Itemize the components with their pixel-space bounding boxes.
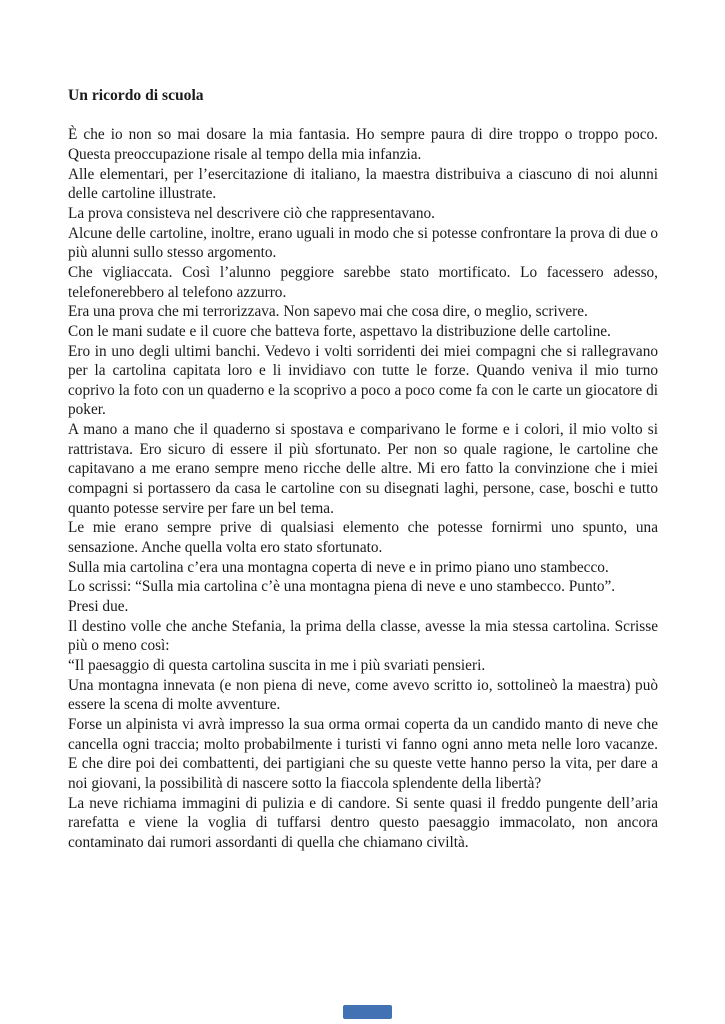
document-body	[68, 86, 658, 853]
paragraph: Con le mani sudate e il cuore che batteva forte, aspettavo la distribuzione delle cartoline.	[68, 322, 611, 340]
paragraph: Ero in uno degli ultimi banchi. Vedevo i volti sorridenti dei miei compagni che si rallegravano per la cartolina capitata loro e li invidiavo con tutte le forze. Quando veniva il mio turno coprivo la foto con un quaderno e la scoprivo a poco a poco come fa con le carte un giocatore di poker.	[68, 342, 658, 419]
paragraph: A mano a mano che il quaderno si spostava e comparivano le forme e i colori, il mio volto si rattristava. Ero sicuro di essere il più sfortunato. Per non so quale ragione, le cartoline che capitavano a me erano sempre meno ricche delle altre. Mi ero fatto la convinzione che i miei compagni si portassero da casa le cartoline con su disegnati laghi, persone, case, boschi e tutto quanto potesse servire per fare un bel tema.	[68, 421, 658, 517]
document-title: Un ricordo di scuola	[68, 87, 204, 104]
paragraph: Presi due.	[68, 598, 129, 616]
paragraph: Che vigliaccata. Così l’alunno peggiore sarebbe stato mortificato. Lo facessero adesso, telefonerebbero al telefono azzurro.	[68, 263, 658, 301]
paragraph: Le mie erano sempre prive di qualsiasi elemento che potesse fornirmi uno spunto, una sensazione. Anche quella volta ero stato sfortunato.	[68, 519, 658, 557]
scroll-indicator	[343, 1005, 392, 1019]
paragraph: Una montagna innevata (e non piena di neve, come avevo scritto io, sottolineò la maestra) può essere la scena di molte avventure.	[68, 676, 658, 714]
paragraph: La neve richiama immagini di pulizia e di candore. Si sente quasi il freddo pungente dell’aria rarefatta e viene la voglia di tuffarsi dentro questo paesaggio immacolato, non ancora contaminato dai rumori assordanti di quella che chiamano civiltà.	[68, 794, 658, 851]
paragraph: Alle elementari, per l’esercitazione di italiano, la maestra distribuiva a ciascuno di noi alunni delle cartoline illustrate.	[68, 165, 658, 203]
paragraph: È che io non so mai dosare la mia fantasia. Ho sempre paura di dire troppo o troppo poco. Questa preoccupazione risale al tempo della mia infanzia.	[68, 126, 658, 163]
paragraph: Alcune delle cartoline, inoltre, erano uguali in modo che si potesse confrontare la prova di due o più alunni sullo stesso argomento.	[68, 224, 658, 262]
paragraph: Il destino volle che anche Stefania, la prima della classe, avesse la mia stessa cartolina. Scrisse più o meno così:	[68, 617, 658, 655]
paragraph: Lo scrissi: “Sulla mia cartolina c’è una montagna piena di neve e uno stambecco. Punto”.	[68, 578, 616, 596]
paragraph: Forse un alpinista vi avrà impresso la sua orma ormai coperta da un candido manto di neve che cancella ogni traccia; molto probabilmente i turisti vi fanno ogni anno meta nelle loro vacanze. E che dire poi dei combattenti, dei partigiani che su queste vette hanno perso la vita, per dare a noi giovani, la possibilità di nascere sotto la fiaccola splendente della libertà?	[68, 715, 658, 792]
paragraph: La prova consisteva nel descrivere ciò che rappresentavano.	[68, 204, 435, 222]
paragraph: “Il paesaggio di questa cartolina suscita in me i più svariati pensieri.	[68, 657, 486, 675]
paragraph: Era una prova che mi terrorizzava. Non sapevo mai che cosa dire, o meglio, scrivere.	[68, 303, 588, 321]
paragraph: Sulla mia cartolina c’era una montagna coperta di neve e in primo piano uno stambecco.	[68, 558, 609, 576]
